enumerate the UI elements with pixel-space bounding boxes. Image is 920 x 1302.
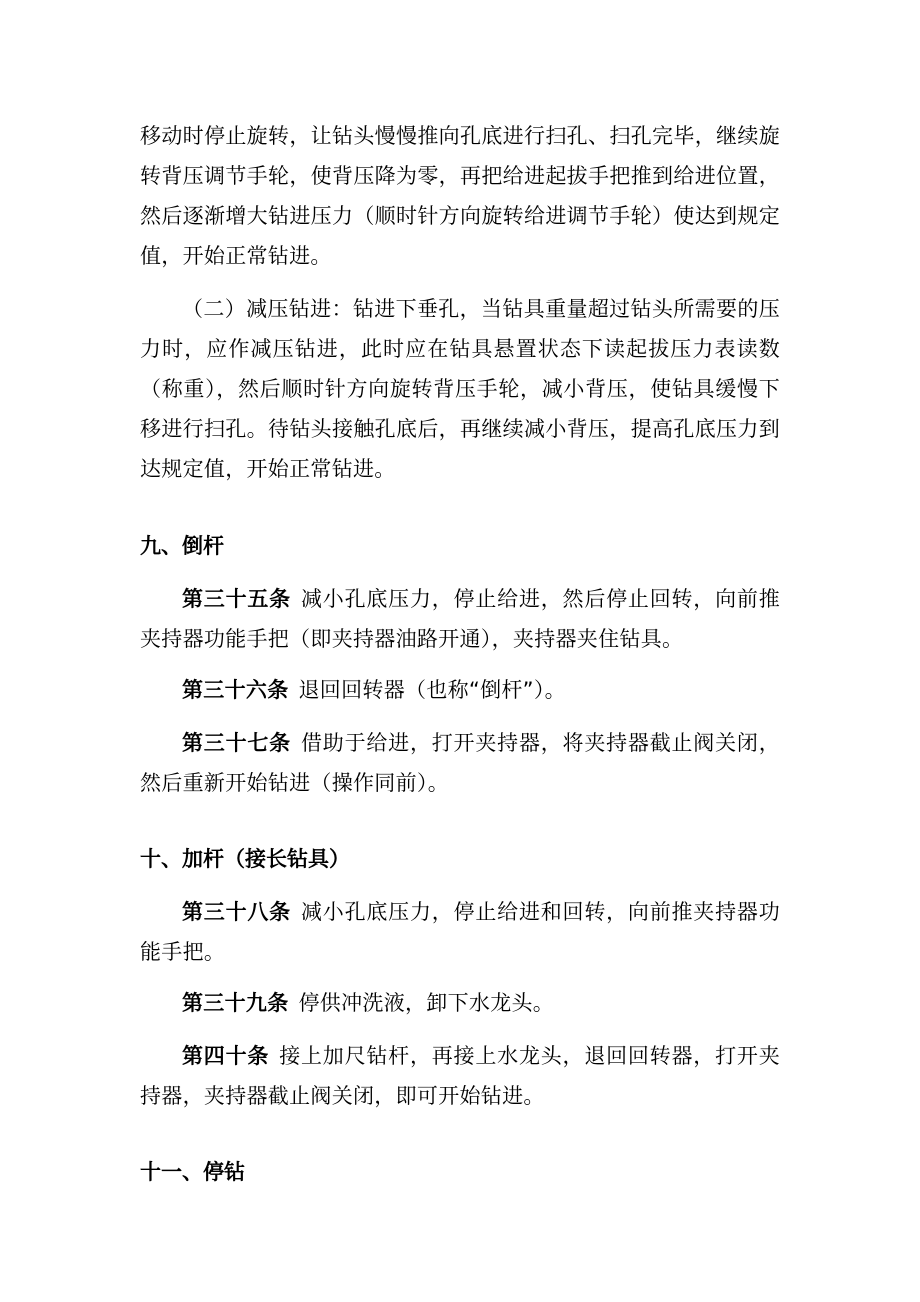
article-36-text: 退回回转器（也称“倒杆”）。: [298, 678, 566, 702]
article-40: [140, 1036, 780, 1116]
article-38-text: 减小孔底压力，停止给进和回转，向前推夹持器功能手把。: [140, 900, 780, 964]
article-35-text: 减小孔底压力，停止给进，然后停止回转，向前推夹持器功能手把（即夹持器油路开通），夹持器夹住钻具。: [140, 587, 780, 651]
paragraph-normal-drilling-end: 移动时停止旋转，让钻头慢慢推向孔底进行扫孔、扫孔完毕，继续旋转背压调节手轮，使背压降为零，再把给进起拔手把推到给进位置，然后逐渐增大钻进压力（顺时针方向旋转给进调节手轮）使达到规定值，开始正常钻进。: [140, 124, 780, 268]
article-36: [140, 670, 780, 710]
article-39: [140, 983, 780, 1023]
article-36-label: 第三十六条: [182, 678, 289, 702]
paragraph-decompression-drilling: （二）减压钻进：钻进下垂孔，当钻具重量超过钻头所需要的压力时，应作减压钻进，此时应在钻具悬置状态下读起拔压力表读数（称重），然后顺时针方向旋转背压手轮，减小背压，使钻具缓慢下移进行扫孔。待钻头接触孔底后，再继续减小背压，提高孔底压力到达规定值，开始正常钻进。: [140, 297, 780, 481]
article-38-label: 第三十八条: [182, 900, 291, 924]
article-35-label: 第三十五条: [182, 587, 291, 611]
section-heading-10: 十、加杆（接长钻具）: [140, 847, 350, 871]
article-35: [140, 579, 780, 659]
section-heading-11: 十一、停钻: [140, 1160, 245, 1184]
article-37-label: 第三十七条: [182, 731, 291, 755]
article-40-text: 接上加尺钻杆，再接上水龙头，退回回转器，打开夹持器，夹持器截止阀关闭，即可开始钻进。: [140, 1044, 780, 1108]
article-37-text: 借助于给进，打开夹持器，将夹持器截止阀关闭，然后重新开始钻进（操作同前）。: [140, 731, 780, 795]
article-39-label: 第三十九条: [182, 991, 289, 1015]
article-40-label: 第四十条: [182, 1044, 270, 1068]
article-38: [140, 892, 780, 972]
section-heading-9: 九、倒杆: [140, 534, 224, 558]
article-39-text: 停供冲洗液，卸下水龙头。: [298, 991, 555, 1015]
article-37: [140, 723, 780, 803]
